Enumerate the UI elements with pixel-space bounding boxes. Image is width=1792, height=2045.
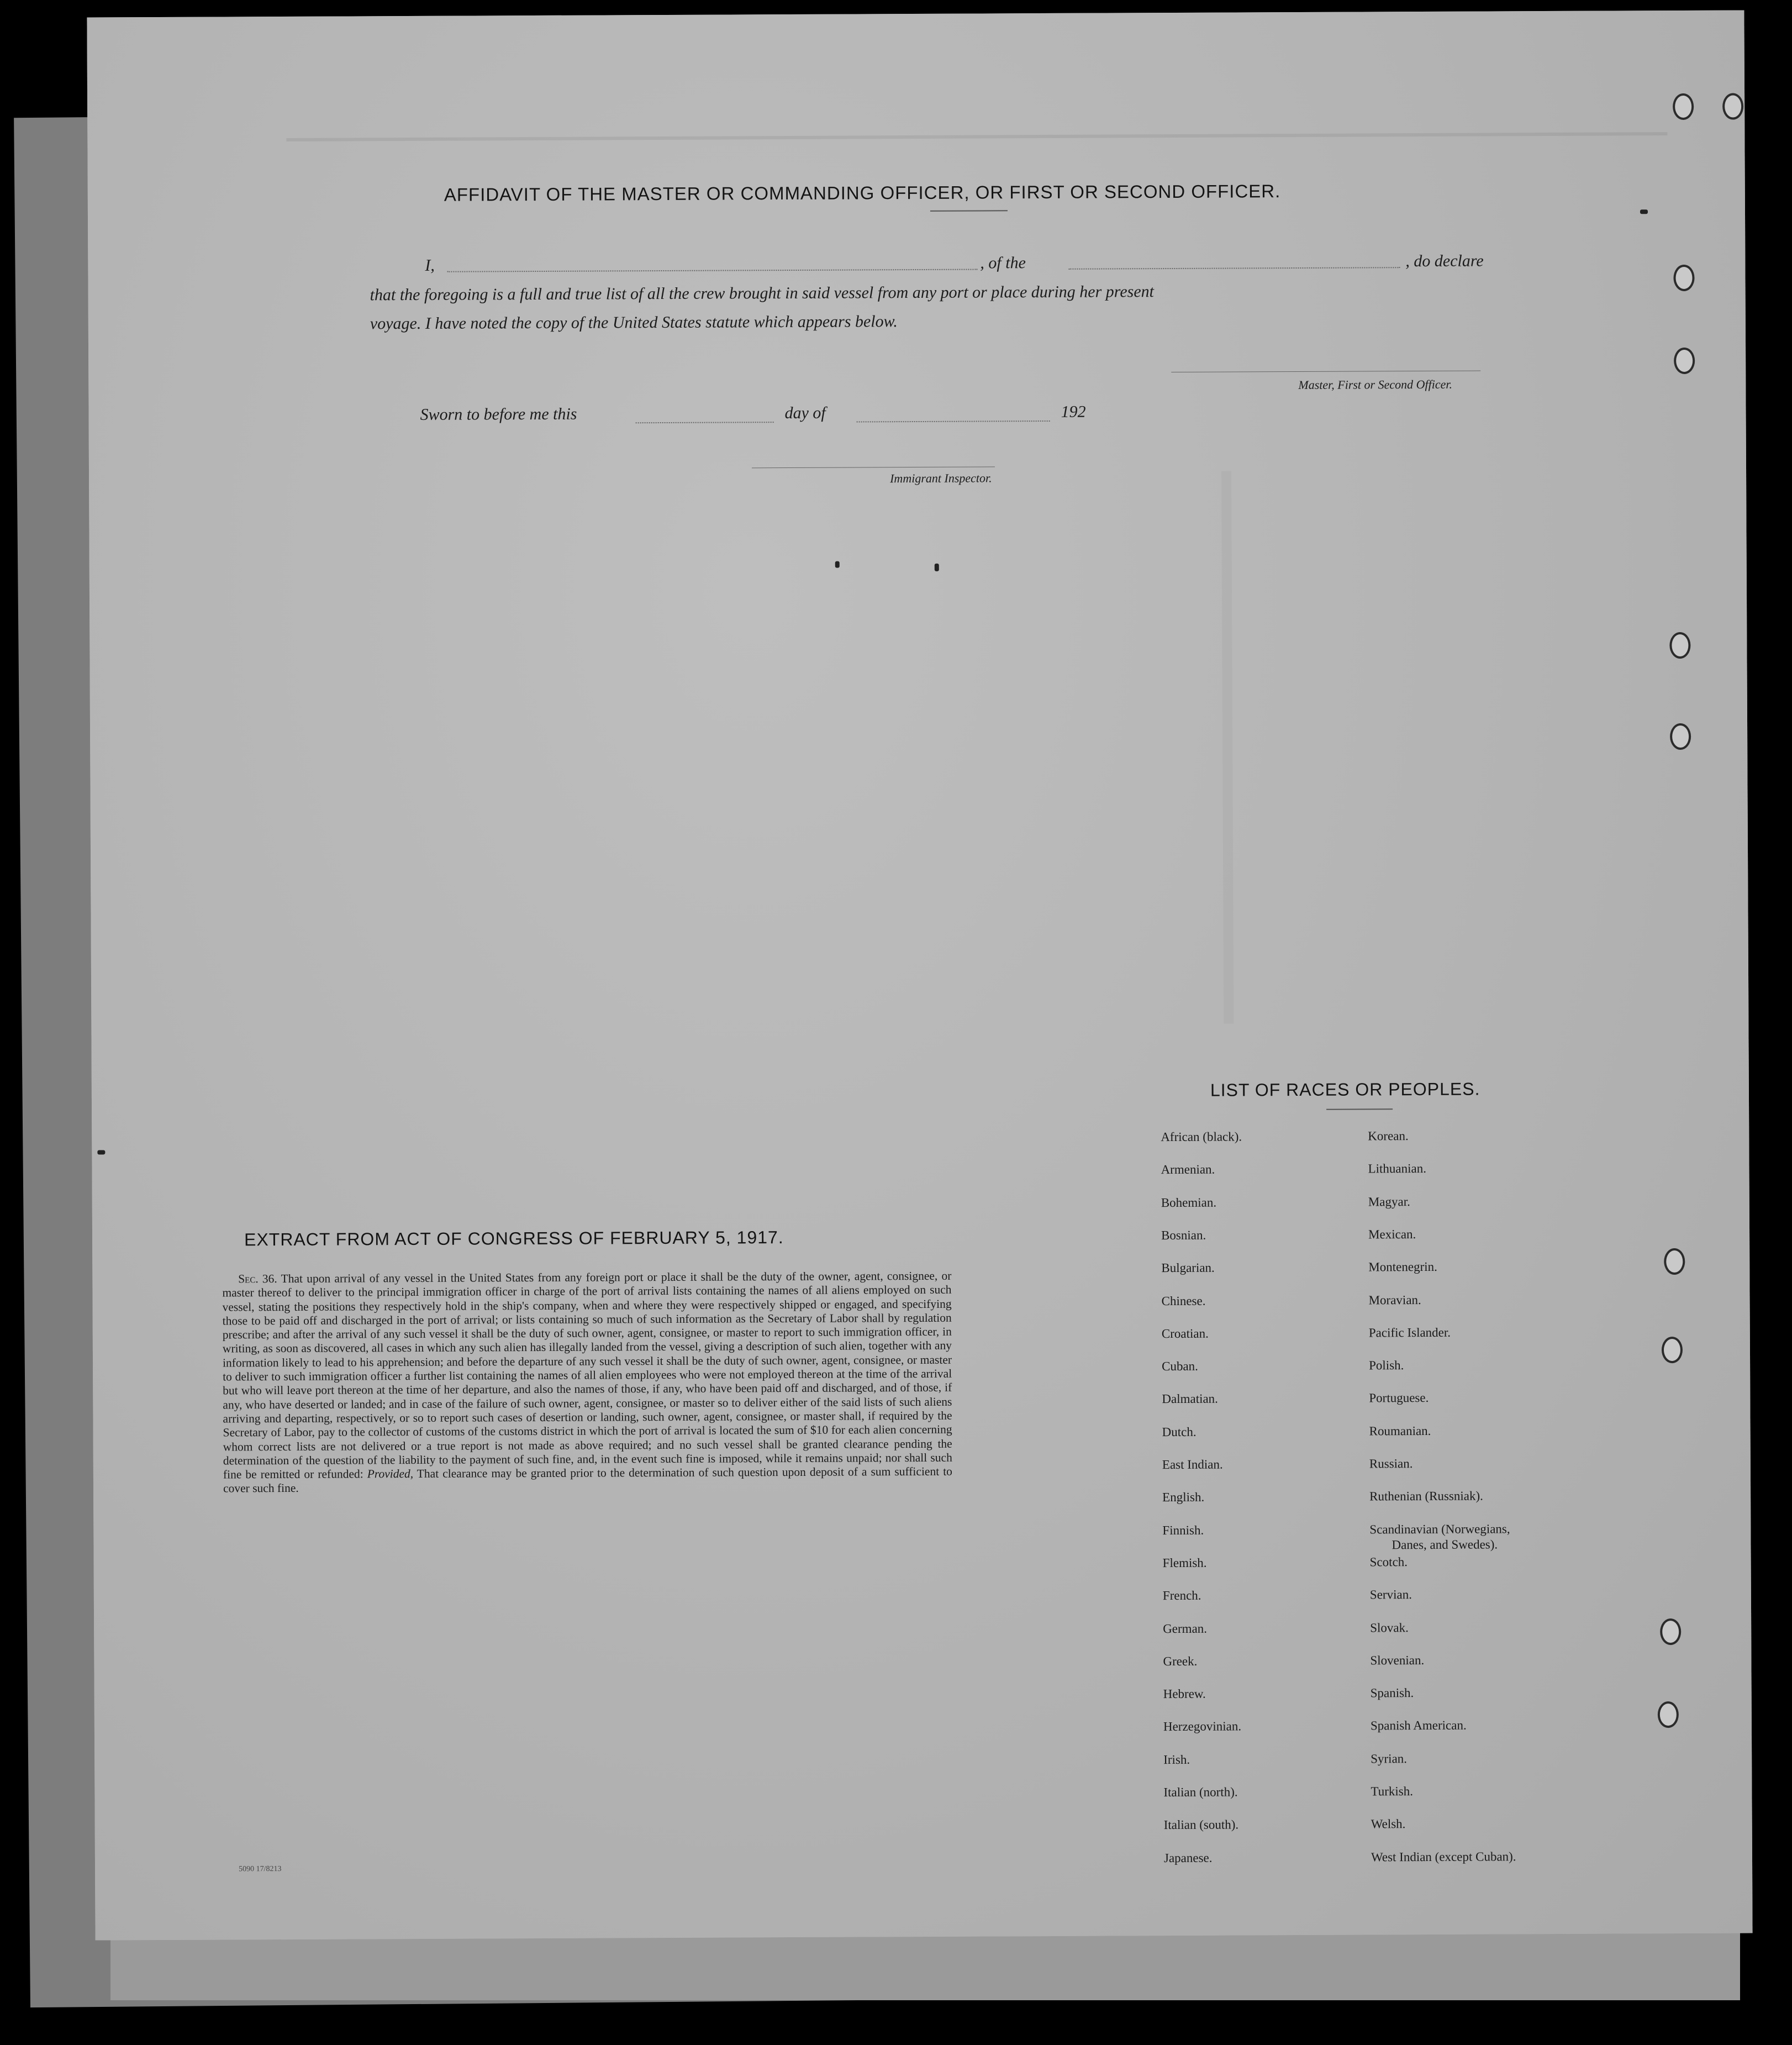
year-label: 192 — [1061, 402, 1086, 421]
race-item: Servian. — [1369, 1587, 1412, 1602]
race-item: Italian (north). — [1163, 1785, 1238, 1800]
race-item: Magyar. — [1368, 1194, 1410, 1209]
binder-hole — [1658, 1701, 1679, 1728]
race-item: Russian. — [1369, 1457, 1413, 1471]
ink-mark — [935, 564, 939, 571]
document-page — [87, 10, 1752, 1940]
race-item: Flemish. — [1162, 1555, 1207, 1570]
binder-hole — [1670, 723, 1691, 750]
ink-mark — [835, 561, 840, 568]
race-item: Italian (south). — [1163, 1817, 1239, 1832]
binder-hole — [1673, 93, 1694, 120]
race-item: Spanish American. — [1370, 1718, 1467, 1733]
ink-mark — [97, 1150, 105, 1154]
race-item: Syrian. — [1371, 1751, 1408, 1766]
race-item: Pacific Islander. — [1368, 1325, 1451, 1340]
race-item: Danes, and Swedes). — [1392, 1537, 1498, 1552]
race-item: Finnish. — [1162, 1523, 1204, 1537]
sworn-month-field[interactable] — [857, 420, 1050, 423]
race-item: Chinese. — [1161, 1294, 1206, 1308]
ink-mark — [1640, 209, 1648, 214]
affidavit-line-3: voyage. I have noted the copy of the United States statute which appears below. — [370, 312, 898, 333]
race-item: Scotch. — [1369, 1555, 1408, 1569]
race-item: Mexican. — [1368, 1227, 1416, 1242]
race-item: Bohemian. — [1161, 1195, 1217, 1210]
race-item: Irish. — [1163, 1752, 1190, 1767]
race-item: Croatian. — [1161, 1326, 1209, 1340]
section-number: Sec. 36. — [238, 1272, 277, 1286]
declarant-label: I, — [425, 256, 435, 275]
declarant-name-field[interactable] — [447, 269, 977, 272]
race-item: Roumanian. — [1369, 1423, 1431, 1438]
binder-hole — [1674, 348, 1695, 374]
of-the-label: , of the — [980, 254, 1026, 272]
races-title: LIST OF RACES OR PEOPLES. — [1210, 1079, 1480, 1100]
race-item: Cuban. — [1162, 1359, 1198, 1374]
race-item: Montenegrin. — [1368, 1260, 1437, 1274]
race-item: Scandinavian (Norwegians, — [1369, 1521, 1510, 1537]
race-item: West Indian (except Cuban). — [1371, 1849, 1516, 1864]
race-item: Turkish. — [1371, 1784, 1414, 1799]
race-item: Greek. — [1163, 1654, 1198, 1668]
affidavit-title: AFFIDAVIT OF THE MASTER OR COMMANDING OFFICER, OR FIRST OR SECOND OFFICER. — [444, 181, 1281, 205]
provided-label: Provided, — [367, 1467, 414, 1481]
race-item: Hebrew. — [1163, 1686, 1206, 1701]
races-title-rule — [1326, 1108, 1393, 1110]
day-of-label: day of — [784, 403, 826, 423]
sworn-day-field[interactable] — [636, 422, 774, 423]
extract-paragraph-end: That clearance may be granted prior to the determination of such question upon deposit of a sum sufficient to cover such fine. — [223, 1464, 952, 1495]
race-item: Ruthenian (Russniak). — [1369, 1489, 1483, 1503]
affidavit-line-2: that the foregoing is a full and true list of all the crew brought in said vessel from any port or place during her present — [370, 282, 1155, 304]
extract-body — [222, 1269, 952, 1496]
race-item: Dutch. — [1162, 1424, 1197, 1439]
bleed-through-band — [1221, 470, 1510, 1023]
extract-title: EXTRACT FROM ACT OF CONGRESS OF FEBRUARY 5, 1917. — [244, 1227, 784, 1250]
vessel-name-field[interactable] — [1068, 267, 1400, 270]
race-item: English. — [1162, 1490, 1205, 1505]
race-item: Moravian. — [1368, 1292, 1421, 1307]
binder-hole — [1722, 93, 1743, 119]
race-item: Bulgarian. — [1161, 1260, 1215, 1275]
race-item: Bosnian. — [1161, 1228, 1206, 1242]
bleed-through-band — [286, 132, 1667, 158]
master-label: Master, First or Second Officer. — [1298, 377, 1453, 392]
race-item: Dalmatian. — [1162, 1392, 1218, 1406]
inspector-signature-field[interactable] — [752, 466, 995, 468]
race-item: Welsh. — [1371, 1817, 1406, 1831]
race-item: Armenian. — [1161, 1162, 1215, 1177]
race-item: Herzegovinian. — [1163, 1719, 1242, 1734]
declare-label: , do declare — [1405, 251, 1484, 271]
master-signature-field[interactable] — [1171, 371, 1480, 372]
race-item: Slovenian. — [1370, 1653, 1425, 1668]
print-code: 5090 17/8213 — [239, 1865, 282, 1874]
race-item: Portuguese. — [1369, 1391, 1429, 1405]
race-item: Korean. — [1368, 1129, 1409, 1143]
race-item: Spanish. — [1370, 1686, 1414, 1700]
race-item: Lithuanian. — [1368, 1161, 1426, 1176]
race-item: East Indian. — [1162, 1457, 1223, 1472]
binder-hole — [1664, 1248, 1685, 1275]
extract-paragraph: That upon arrival of any vessel in the United States from any foreign port or place it shall be the duty of the owner, agent, consignee, or master thereof to deliver to the principal immigration officer in charge of the port of arrival lists containing the names of all aliens employed on such vessel, stating the positions they respectively hold in the ship's company, when and where they were respectively shipped or engaged, and specifying those to be paid off and discharged in the port of arrival; or lists containing so much of such information as the Secretary of Labor shall by regulation prescribe; and after the arrival of any such vessel it shall be the duty of such owner, agent, consignee, or master to report to such immigration officer, in writing, as soon as discovered, all cases in which any such alien has illegally landed from the vessel, giving a description of such alien, together with any information likely to lead to his apprehension; and before the departure of any such vessel it shall be the duty of such owner, agent, consignee, or master to deliver to such immigration officer a further list containing the names of all alien employees who were not employed thereon at the time of the arrival but who will leave port thereon at the time of her departure, and also the names of those, if any, who have been paid off and discharged, and of those, if any, who have deserted or landed; and in case of the failure of such owner, agent, consignee, or master so to deliver either of the said lists of such aliens arriving and departing, respectively, or so to report such cases of desertion or landing, such owner, agent, consignee, or master shall, if required by the Secretary of Labor, pay to the collector of customs of the customs district in which the port of arrival is located the sum of $10 for each alien concerning whom correct lists are not delivered or a true report is not made as above required; and no such vessel shall be granted clearance pending the determination of the question of the liability to the payment of such fine, and, in the event such fine is imposed, while it remains unpaid; nor shall such fine be remitted or refunded: — [222, 1269, 952, 1481]
race-item: African (black). — [1161, 1129, 1242, 1144]
inspector-label: Immigrant Inspector. — [890, 471, 992, 486]
race-item: French. — [1162, 1588, 1201, 1603]
sworn-label: Sworn to before me this — [420, 404, 577, 424]
race-item: Polish. — [1369, 1358, 1404, 1373]
race-item: Slovak. — [1370, 1620, 1409, 1634]
binder-hole — [1662, 1337, 1683, 1363]
binder-hole — [1669, 632, 1690, 659]
race-item: Japanese. — [1163, 1851, 1213, 1865]
race-item: German. — [1163, 1621, 1208, 1636]
binder-hole — [1660, 1618, 1681, 1645]
title-rule — [930, 210, 1008, 212]
binder-hole — [1673, 265, 1694, 291]
